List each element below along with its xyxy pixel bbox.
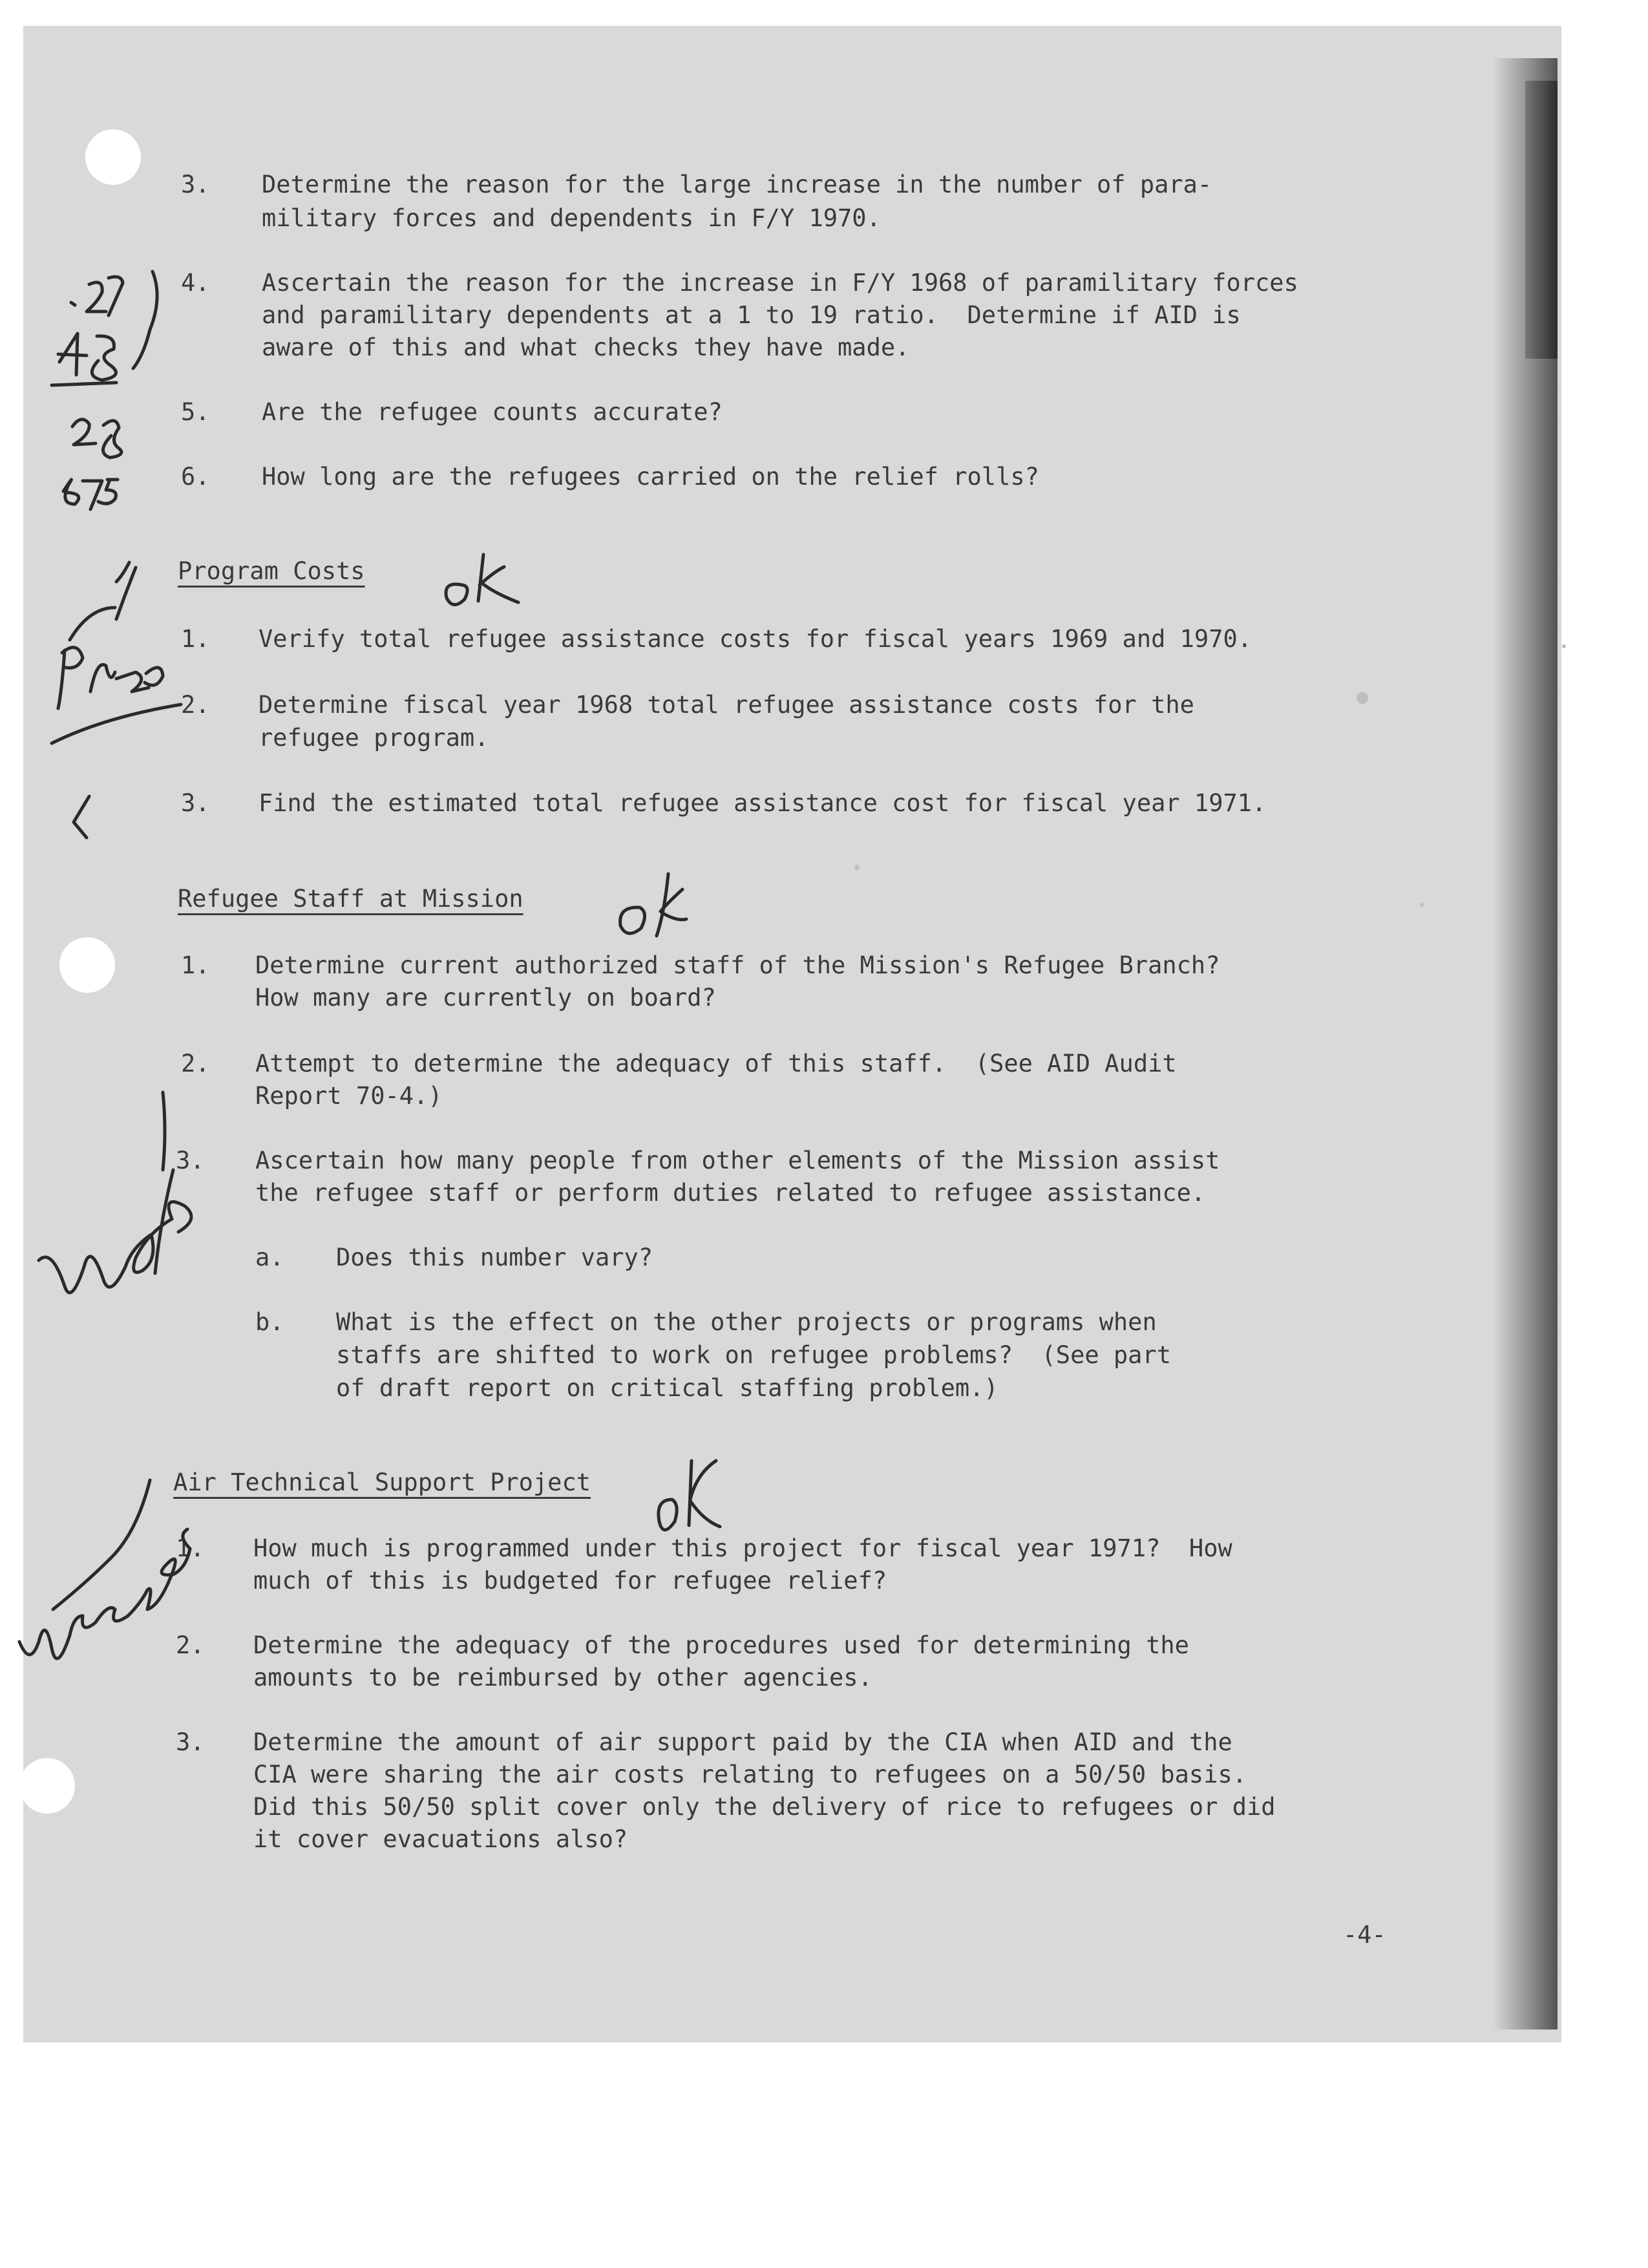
item-number: 3.: [181, 789, 210, 817]
section-heading: Air Technical Support Project: [173, 1468, 591, 1496]
section-heading: Refugee Staff at Mission: [178, 885, 523, 913]
item-number: 2.: [181, 1050, 210, 1077]
item-number: 1.: [181, 951, 210, 979]
margin-check-mark: [74, 796, 89, 838]
item-text-line: Determine the adequacy of the procedures used for determining the: [253, 1631, 1189, 1659]
item-text-line: Determine current authorized staff of the Mission's Refugee Branch?: [255, 951, 1220, 979]
item-number: 2.: [176, 1631, 205, 1659]
item-text-line: the refugee staff or perform duties related to refugee assistance.: [255, 1179, 1206, 1207]
item-text-line: Report 70-4.): [255, 1082, 443, 1110]
item-number: 4.: [181, 269, 210, 297]
handwritten-ok-program-costs: [446, 555, 518, 605]
item-text-line: Determine the amount of air support paid by the CIA when AID and the: [253, 1728, 1232, 1756]
handwritten-ok-refugee-staff: [620, 874, 686, 936]
item-text-line: military forces and dependents in F/Y 1970.: [262, 204, 881, 232]
subitem-letter: a.: [255, 1244, 284, 1271]
item-number: 1.: [176, 1534, 205, 1562]
subitem-text-line: staffs are shifted to work on refugee problems? (See part: [336, 1341, 1172, 1369]
item-number: 6.: [181, 463, 210, 491]
item-text-line: Are the refugee counts accurate?: [262, 398, 723, 426]
item-text-line: CIA were sharing the air costs relating to refugees on a 50/50 basis.: [253, 1761, 1247, 1788]
item-text-line: Ascertain how many people from other elements of the Mission assist: [255, 1147, 1220, 1174]
item-text-line: Verify total refugee assistance costs for fiscal years 1969 and 1970.: [259, 625, 1252, 653]
section-heading: Program Costs: [178, 557, 365, 585]
margin-tally-28: [72, 419, 121, 458]
item-text-line: and paramilitary dependents at a 1 to 19 ratio. Determine if AID is: [262, 301, 1241, 329]
item-text-line: Find the estimated total refugee assistance cost for fiscal year 1971.: [259, 789, 1267, 817]
item-text-line: Determine fiscal year 1968 total refugee assistance costs for the: [259, 691, 1194, 719]
item-text-line: it cover evacuations also?: [253, 1825, 628, 1853]
item-text-line: Did this 50/50 split cover only the delivery of rice to refugees or did: [253, 1793, 1276, 1821]
subitem-text-line: Does this number vary?: [336, 1244, 653, 1271]
handwritten-margin-note-program: [52, 562, 181, 743]
item-text-line: Ascertain the reason for the increase in F/Y 1968 of paramilitary forces: [262, 269, 1298, 297]
handwritten-margin-note-air: [19, 1480, 190, 1659]
subitem-text-line: of draft report on critical staffing problem.): [336, 1374, 998, 1402]
margin-tally-48: [52, 334, 116, 385]
item-number: 3.: [176, 1728, 205, 1756]
subitem-text-line: What is the effect on the other projects or programs when: [336, 1308, 1157, 1336]
margin-tally-27: [71, 277, 123, 315]
item-number: 5.: [181, 398, 210, 426]
item-number: 3.: [181, 171, 210, 198]
handwritten-margin-note-staff: [39, 1202, 191, 1293]
item-text-line: How long are the refugees carried on the relief rolls?: [262, 463, 1039, 491]
item-text-line: How many are currently on board?: [255, 984, 716, 1012]
item-text-line: How much is programmed under this project for fiscal year 1971? How: [253, 1534, 1232, 1562]
item-text-line: amounts to be reimbursed by other agencies.: [253, 1664, 872, 1691]
item-text-line: much of this is budgeted for refugee relief?: [253, 1567, 887, 1595]
item-number: 3.: [176, 1147, 205, 1174]
item-number: 2.: [181, 691, 210, 719]
margin-tally-675: [63, 480, 118, 509]
item-text-line: Attempt to determine the adequacy of this staff. (See AID Audit: [255, 1050, 1177, 1077]
margin-bracket-staff: [155, 1092, 173, 1273]
item-number: 1.: [181, 625, 210, 653]
page-number: -4-: [1343, 1921, 1386, 1949]
margin-bracket-item4: [133, 271, 157, 368]
subitem-letter: b.: [255, 1308, 284, 1336]
item-text-line: refugee program.: [259, 724, 489, 752]
item-text-line: Determine the reason for the large increase in the number of para-: [262, 171, 1212, 198]
handwritten-ok-air-support: [659, 1461, 720, 1530]
item-text-line: aware of this and what checks they have made.: [262, 334, 910, 361]
